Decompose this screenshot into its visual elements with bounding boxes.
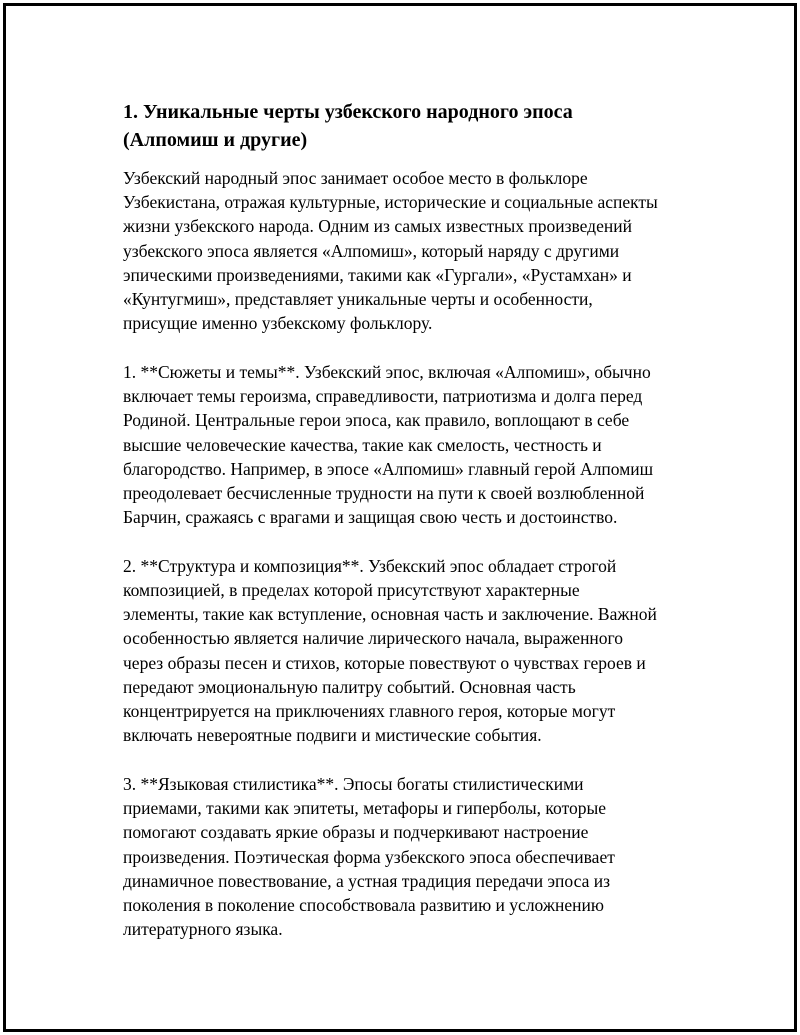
text-line: поколения в поколение способствовала развитию и усложнению (123, 894, 604, 915)
text-line: передают эмоциональную палитру событий. Основная часть (123, 676, 576, 697)
text-line: Узбекистана, отражая культурные, исторические и социальные аспекты (123, 192, 658, 213)
text-line: 1. **Сюжеты и темы**. Узбекский эпос, включая «Алпомиш», обычно (123, 361, 651, 382)
text-line: присущие именно узбекскому фольклору. (123, 313, 433, 334)
text-line: преодолевает бесчисленные трудности на пути к своей возлюбленной (123, 482, 645, 503)
text-line: Узбекский народный эпос занимает особое место в фольклоре (123, 168, 588, 188)
text-line: «Кунтугмиш», представляет уникальные черты и особенности, (123, 289, 593, 310)
document-body (123, 98, 703, 966)
structure-paragraph (123, 554, 703, 748)
text-line: приемами, такими как эпитеты, метафоры и гиперболы, которые (123, 798, 607, 819)
intro-paragraph (123, 166, 703, 335)
text-line: эпическими произведениями, такими как «Гургали», «Рустамхан» и (123, 264, 632, 285)
text-line: литературного языка. (123, 919, 283, 940)
text-line: динамичное повествование, а устная традиция передачи эпоса из (123, 870, 611, 891)
text-line: элементы, такие как вступление, основная часть и заключение. Важной (123, 604, 657, 625)
language-style-paragraph (123, 772, 703, 941)
text-line: Барчин, сражаясь с врагами и защищая свою честь и достоинство. (123, 507, 618, 528)
text-line: жизни узбекского народа. Одним из самых известных произведений (123, 216, 632, 237)
text-line: через образы песен и стихов, которые повествуют о чувствах героев и (123, 652, 646, 673)
title-line: (Алпомиш и другие) (123, 129, 308, 151)
text-line: включать невероятные подвиги и мистические события. (123, 725, 542, 746)
text-line: благородство. Например, в эпосе «Алпомиш» главный герой Алпомиш (123, 458, 654, 479)
text-line: композицией, в пределах которой присутствуют характерные (123, 580, 580, 601)
plots-and-themes-paragraph (123, 360, 703, 529)
text-line: 3. **Языковая стилистика**. Эпосы богаты стилистическими (123, 773, 584, 794)
text-line: высшие человеческие качества, такие как смелость, честность и (123, 434, 602, 455)
section-title (123, 98, 703, 154)
text-line: помогают создавать яркие образы и подчеркивают настроение (123, 822, 589, 843)
text-line: произведения. Поэтическая форма узбекского эпоса обеспечивает (123, 846, 615, 867)
text-line: особенностью является наличие лирического начала, выраженного (123, 628, 624, 649)
text-line: включает темы героизма, справедливости, патриотизма и долга перед (123, 386, 643, 407)
page-frame (3, 3, 797, 1032)
title-line: 1. Уникальные черты узбекского народного эпоса (123, 101, 573, 123)
text-line: узбекского эпоса является «Алпомиш», который наряду с другими (123, 240, 620, 261)
text-line: 2. **Структура и композиция**. Узбекский эпос обладает строгой (123, 555, 617, 576)
text-line: Родиной. Центральные герои эпоса, как правило, воплощают в себе (123, 410, 630, 431)
text-line: концентрируется на приключениях главного героя, которые могут (123, 701, 616, 722)
